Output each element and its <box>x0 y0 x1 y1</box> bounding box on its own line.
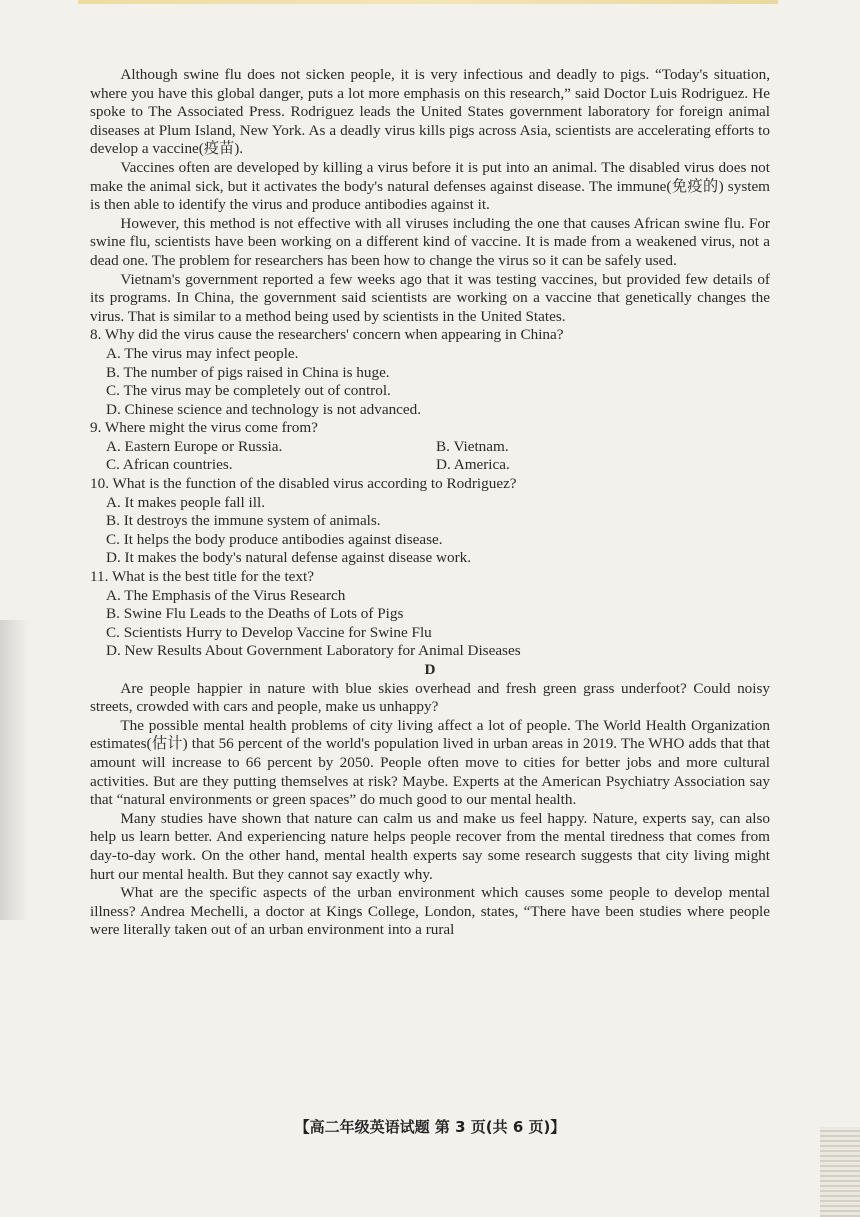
question-option: A. It makes people fall ill. <box>106 493 266 511</box>
question-option: D. New Results About Government Laboratory for Animal Diseases <box>106 642 521 660</box>
question-stem: 11. What is the best title for the text? <box>90 568 314 586</box>
question-option: D. Chinese science and technology is not advanced. <box>106 400 422 418</box>
question-option: A. Eastern Europe or Russia. <box>106 437 283 455</box>
scan-edge <box>820 1127 860 1217</box>
page-footer: 【高二年级英语试题 第 3 页(共 6 页)】 <box>294 1118 566 1136</box>
passage-c-paragraph-4: Vietnam's government reported a few weeks ago that it was testing vaccines, but provided few details of its programs. In China, the government said scientists are working on a vaccine that genetically changes the virus. That is similar to a method being used by scientists in the United States. <box>90 270 770 325</box>
passage-c-paragraph-3: However, this method is not effective with all viruses including the one that causes African swine flu. For swine flu, scientists have been working on a different kind of vaccine. It is made from a weakened virus, not a dead one. The problem for researchers has been how to change the virus so it can be safely used. <box>90 214 770 269</box>
scan-shadow <box>0 620 28 920</box>
section-letter: D <box>424 661 436 678</box>
question-option: A. The virus may infect people. <box>106 344 299 362</box>
question-option: B. It destroys the immune system of animals. <box>106 512 381 530</box>
passage-d-paragraph-3: Many studies have shown that nature can calm us and make us feel happy. Nature, experts say, can also help us learn better. And experiencing nature helps people recover from the mental tiredness that comes from day-to-day work. On the other hand, mental health experts say some research suggests that city living might hurt our mental health. But they cannot say exactly why. <box>90 809 770 883</box>
passage-c-paragraph-2: Vaccines often are developed by killing a virus before it is put into an animal. The disabled virus does not make the animal sick, but it activates the body's natural defenses against disease. The immune(免疫的) system is then able to identify the virus and produce antibodies against it. <box>90 158 770 214</box>
page-top-edge <box>78 0 778 4</box>
question-option: A. The Emphasis of the Virus Research <box>106 586 346 604</box>
passage-c-paragraph-1: Although swine flu does not sicken people, it is very infectious and deadly to pigs. “Today's situation, where you have this global danger, puts a lot more emphasis on this research,” said Doctor Luis Rodriguez. He spoke to The Associated Press. Rodriguez leads the United States government laboratory for foreign animal diseases at Plum Island, New York. As a deadly virus kills pigs across Asia, scientists are accelerating efforts to develop a vaccine(疫苗). <box>90 66 770 158</box>
question-stem: 8. Why did the virus cause the researchers' concern when appearing in China? <box>90 326 564 344</box>
passage-d-paragraph-2: The possible mental health problems of city living affect a lot of people. The World Health Organization estimates(估计) that 56 percent of the world's population lived in urban areas in 2019. The WHO adds that that amount will increase to 66 percent by 2050. People often move to cities for better jobs and more cultural activities. But are they putting themselves at risk? Maybe. Experts at the American Psychiatry Association say that “natural environments or green spaces” do much good to our mental health. <box>90 716 770 809</box>
question-option: C. African countries. <box>106 456 233 474</box>
passage-d-paragraph-1: Are people happier in nature with blue skies overhead and fresh green grass underfoot? Could noisy streets, crowded with cars and people, make us unhappy? <box>90 679 770 716</box>
question-option: C. It helps the body produce antibodies against disease. <box>106 530 443 548</box>
question-stem: 9. Where might the virus come from? <box>90 419 318 437</box>
question-11 <box>90 568 770 661</box>
question-option: C. The virus may be completely out of control. <box>106 382 391 400</box>
question-option: B. Swine Flu Leads to the Deaths of Lots of Pigs <box>106 605 404 623</box>
option-row <box>106 456 770 475</box>
question-option: B. Vietnam. <box>436 437 509 455</box>
question-10 <box>90 475 770 568</box>
question-9 <box>90 419 770 475</box>
question-8 <box>90 326 770 419</box>
question-option: B. The number of pigs raised in China is huge. <box>106 363 390 381</box>
option-row <box>106 438 770 457</box>
question-stem: 10. What is the function of the disabled virus according to Rodriguez? <box>90 475 517 493</box>
question-option: C. Scientists Hurry to Develop Vaccine for Swine Flu <box>106 623 432 641</box>
passage-d-paragraph-4: What are the specific aspects of the urban environment which causes some people to develop mental illness? Andrea Mechelli, a doctor at Kings College, London, states, “There have been studies where people were literally taken out of an urban environment into a rural <box>90 884 770 939</box>
question-option: D. America. <box>436 456 510 474</box>
question-option: D. It makes the body's natural defense against disease work. <box>106 549 472 567</box>
page-content <box>90 66 770 940</box>
